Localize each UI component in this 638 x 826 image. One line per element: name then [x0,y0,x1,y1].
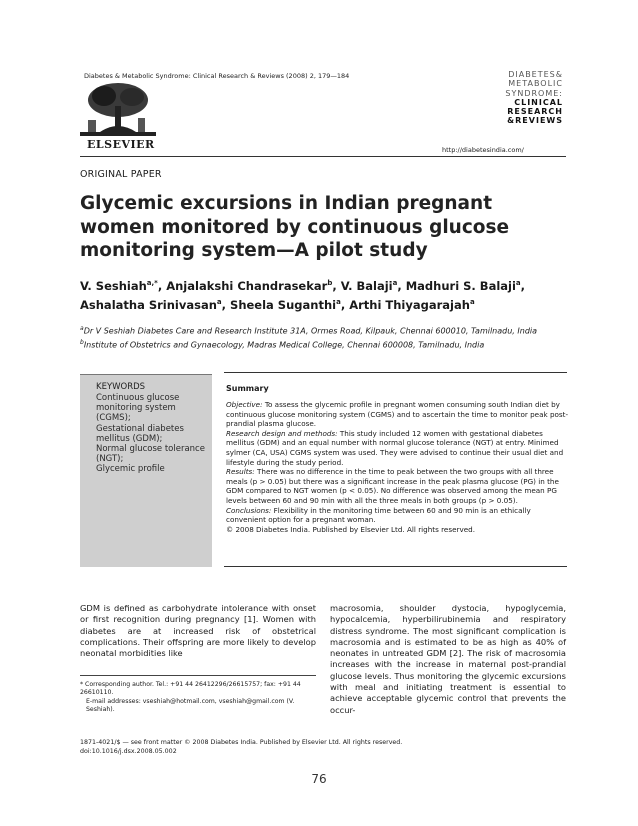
keywords-divider [80,374,212,375]
front-matter [80,738,560,756]
footnote-corresponding: * Corresponding author. Tel.: +91 44 26412296/26615757; fax: +91 44 26610110. [80,681,301,697]
journal-logo-line: DIABETES& [508,70,563,79]
author-name: V. Balaji [340,278,393,293]
front-matter-issn: 1871-4021/$ — see front matter © 2008 Diabetes India. Published by Elsevier Ltd. All rights reserved. [80,739,403,746]
journal-logo-line: CLINICAL [514,97,563,107]
journal-logo [483,70,563,126]
author-name: Madhuri S. Balaji [405,278,516,293]
keywords-heading: KEYWORDS [96,382,146,392]
author-sup: b [327,279,333,287]
author-name: Anjalakshi Chandrasekar [166,278,328,293]
summary-heading: Summary [226,384,269,393]
author-sup: a [392,279,398,287]
affiliation-text: Dr V Seshiah Diabetes Care and Research Institute 31A, Ormes Road, Kilpauk, Chennai 600010, Tamilnadu, India [83,326,538,336]
journal-logo-line: METABOLIC [508,79,563,89]
author-sup: a [336,298,341,307]
front-matter-doi: doi:10.1016/j.dsx.2008.05.002 [80,748,177,755]
journal-logo-line: RESEARCH [507,107,563,117]
summary-text [226,400,569,534]
affiliations [80,323,560,350]
footnote [80,681,320,715]
affiliation-text: Institute of Obstetrics and Gynaecology, Madras Medical College, Chennai 600008, Tamilnadu, India [83,340,485,350]
summary-design: This study included 12 women with gestational diabetes mellitus (GDM) and an equal number with normal glucose tolerance (NGT) at entry. Minimed sylmer (CA, USA) CGMS system was used. They were advised to continue their usual diet and lifestyle during the study period. [226,428,564,467]
summary-bottom-divider [224,566,567,567]
summary-label: Objective: [226,400,263,409]
elsevier-tree-logo [80,80,156,136]
footnote-divider [80,675,316,676]
summary-label: Results: [226,467,255,477]
author-name: Ashalatha Srinivasan [80,298,217,313]
summary-objective: To assess the glycemic profile in pregnant women consuming south Indian diet by continuous glucose monitoring system (CGMS) and to ascertain the time to monitor peak post-prandial plasma glucose. [226,400,569,429]
article-title: Glycemic excursions in Indian pregnant women monitored by continuous glucose monitoring system—A pilot study [80,193,510,261]
affiliation-item [80,323,560,337]
summary-copyright: © 2008 Diabetes India. Published by Elsevier Ltd. All rights reserved. [226,524,475,534]
keyword-item: Normal glucose tolerance (NGT); [96,444,205,465]
summary-conclusions: Flexibility in the monitoring time between 60 and 90 min is an ethically convenient option for a pregnant woman. [226,505,531,525]
footnote-email: E-mail addresses: vseshiah@hotmail.com, vseshiah@gmail.com (V. Seshiah). [86,697,295,714]
author-sup: a,* [146,279,158,287]
page-number: 76 [311,772,327,786]
keyword-item: Gestational diabetes mellitus (GDM); [96,423,184,444]
author-sup: a [216,298,222,307]
journal-logo-line: SYNDROME: [505,88,563,98]
journal-logo-line: &REVIEWS [507,116,563,126]
affiliation-sup: a [80,325,84,332]
author-sup: a [515,279,521,287]
journal-citation: Diabetes & Metabolic Syndrome: Clinical Research & Reviews (2008) 2, 179—184 [84,72,350,80]
summary-results: There was no difference in the time to peak between the two groups with all three meals (p > 0.05) but there was a significant increase in the peak plasma glucose (PG) in the GDM compared to NGT women (p < 0.05). No difference was observed among the mean PG levels between 60 and 90 min with all the three meals in both groups (p > 0.05). [226,467,559,505]
summary-top-divider [224,372,567,373]
keywords-list [96,393,211,475]
header-divider [80,156,566,157]
author-name: Sheela Suganthi [230,298,337,313]
author-list: V. Seshiah$^{a,*}$, Anjalakshi Chandrasekar$^b$, V. Balaji$^a$, Madhuri S. Balaji$^a$, Ashalatha Srinivasan$^a$, Sheela Suganthi$^a$, Arthi Thiyagarajah$^a$ [80,278,526,313]
keyword-item: Continuous glucose monitoring system (CGMS); [96,393,180,424]
publisher-name: ELSEVIER [87,138,155,151]
journal-url[interactable]: http://diabetesindia.com/ [442,146,524,154]
affiliation-sup: b [80,338,84,346]
author-sup: a [469,298,475,307]
affiliation-item [80,337,560,351]
keyword-item: Glycemic profile [96,464,165,475]
body-column-left: GDM is defined as carbohydrate intolerance with onset or first recognition during pregnancy [1]. Women with diabetes are at increased risk of obstetrical complications. Their offspring are more likely to develop neonatal morbidities like [80,603,316,659]
author-name: V. Seshiah [80,278,147,293]
body-column-right: macrosomia, shoulder dystocia, hypoglycemia, hypocalcemia, hyperbilirubinemia and respiratory distress syndrome. The most significant complication is macrosomia and is estimated to be as high as 40% of neonates in untreated GDM [2]. The risk of macrosomia increases with the increase in maternal post-prandial glucose levels. Thus monitoring the glycemic excursions with meal and initiating treatment is essential to achieve acceptable glycemic control that prevents the occur- [330,603,566,715]
summary-label: Conclusions: [226,505,272,515]
summary-label: Research design and methods: [226,428,338,438]
article-type: ORIGINAL PAPER [80,169,162,180]
author-name: Arthi Thiyagarajah [349,298,470,313]
